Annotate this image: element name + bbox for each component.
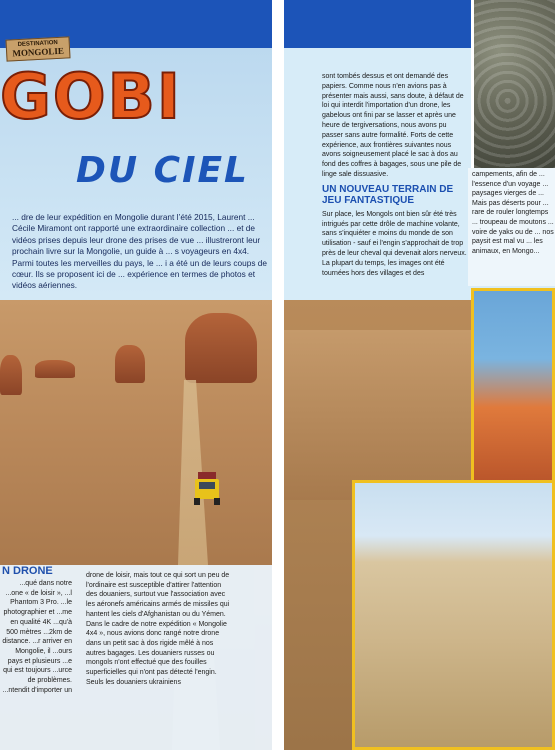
red-dunes-photo <box>471 288 555 488</box>
right-page <box>284 0 555 750</box>
page-title: GOBI <box>0 60 182 133</box>
article-column-2: drone de loisir, mais tout ce qui sort un peu de l'ordinaire est susceptible d'attirer l'attention des douaniers, surtout vue l'association avec les aéronefs américains armés de missiles qui hantent les ciels d'Afghanistan ou du Yémen. Dans le cadre de notre expédition « Mongolie 4x4 », nous avions donc rangé notre drone dans un petit sac à dos rigide mêlé à nos autres bagages. Les douaniers russes ou mongols n'ont effectué que des fouilles superficielles qui n'ont pas détecté l'engin. Seuls les douaniers ukrainiens <box>86 572 230 686</box>
destination-badge <box>5 36 70 61</box>
left-page <box>0 0 272 750</box>
rock-formation <box>185 313 257 383</box>
badge-country-label: MONGOLIE <box>12 45 65 59</box>
rock-formation <box>35 360 75 378</box>
article-column-right: campements, afin de ... l'essence d'un voyage ... paysages vierges de ... Mais pas déserts pour ... rare de rouler longtemps ... troupeau de moutons ... voire de yaks ou de ... nos paysit est mal vu ... les animaux, en Mongo... <box>468 168 555 286</box>
article-column-1: ...qué dans notre ...one « de loisir », ...l Phantom 3 Pro. ...le photographier et ...me en qualité 4K ...qu'à 500 mètres ...2km de distance. ...r arriver en Mongolie, il ...ours pays et plusieurs ...e qui est toujours ...urce de problèmes. ...ntendit d'importer un <box>2 580 72 694</box>
page-subtitle: DU CIEL <box>76 150 249 191</box>
article-text-right <box>322 72 467 278</box>
article-paragraph: Sur place, les Mongols ont bien sûr été très intrigués par cette drôle de machine volante, sans s'inquiéter e moins du monde de son utilisation - sauf ei l'engin s'approchait de trop près de leur cheval qui devenait alors nerveux. La plupart du temps, les images ont été tournées hors des villages et des <box>322 210 467 277</box>
rock-closeup-photo <box>471 0 555 168</box>
sand-dunes-photo <box>352 480 555 750</box>
rock-formation <box>0 355 22 395</box>
badge-destination-label: DESTINATION <box>17 39 58 49</box>
4x4-vehicle <box>192 470 222 506</box>
intro-paragraph: ... dre de leur expédition en Mongolie durant l’été 2015, Laurent ... Cécile Miramont ont rapporté une extraordinaire collection ... et de vidéos prises depuis leur drone des prises de vue ... illustreront leur prochain livre sur la Mongolie, un guide à ... s voyageurs en 4x4. Parmi toutes les merveilles du pays, le ... i a été un de leurs coups de cœur. Ils se proposent ici de ... expérience en termes de photos et vidéos aériennes. <box>12 212 268 291</box>
page-gutter <box>272 0 284 750</box>
article-paragraph: sont tombés dessus et ont demandé des papiers. Comme nous n'en avions pas à présenter mais aussi, sans doute, à défaut de loi qui interdit l'importation d'un drone, les gabelous ont fini par se lasser et après une heure de tergiversations, nous avons pu passer sans autre formalité. Forts de cette expérience, aux frontières suivantes nous avons soigneusement placé le sac à dos au fond des coffres à bagages, sous une pile de linge sale dissuasive. <box>322 73 464 178</box>
section-heading-right: UN NOUVEAU TERRAIN DE JEU FANTASTIQUE <box>322 183 454 207</box>
section-heading: N DRONE <box>2 565 53 577</box>
right-header-band <box>284 0 471 48</box>
plateau-landscape <box>284 330 474 500</box>
article-box-left <box>0 565 272 750</box>
rock-formation <box>115 345 145 383</box>
